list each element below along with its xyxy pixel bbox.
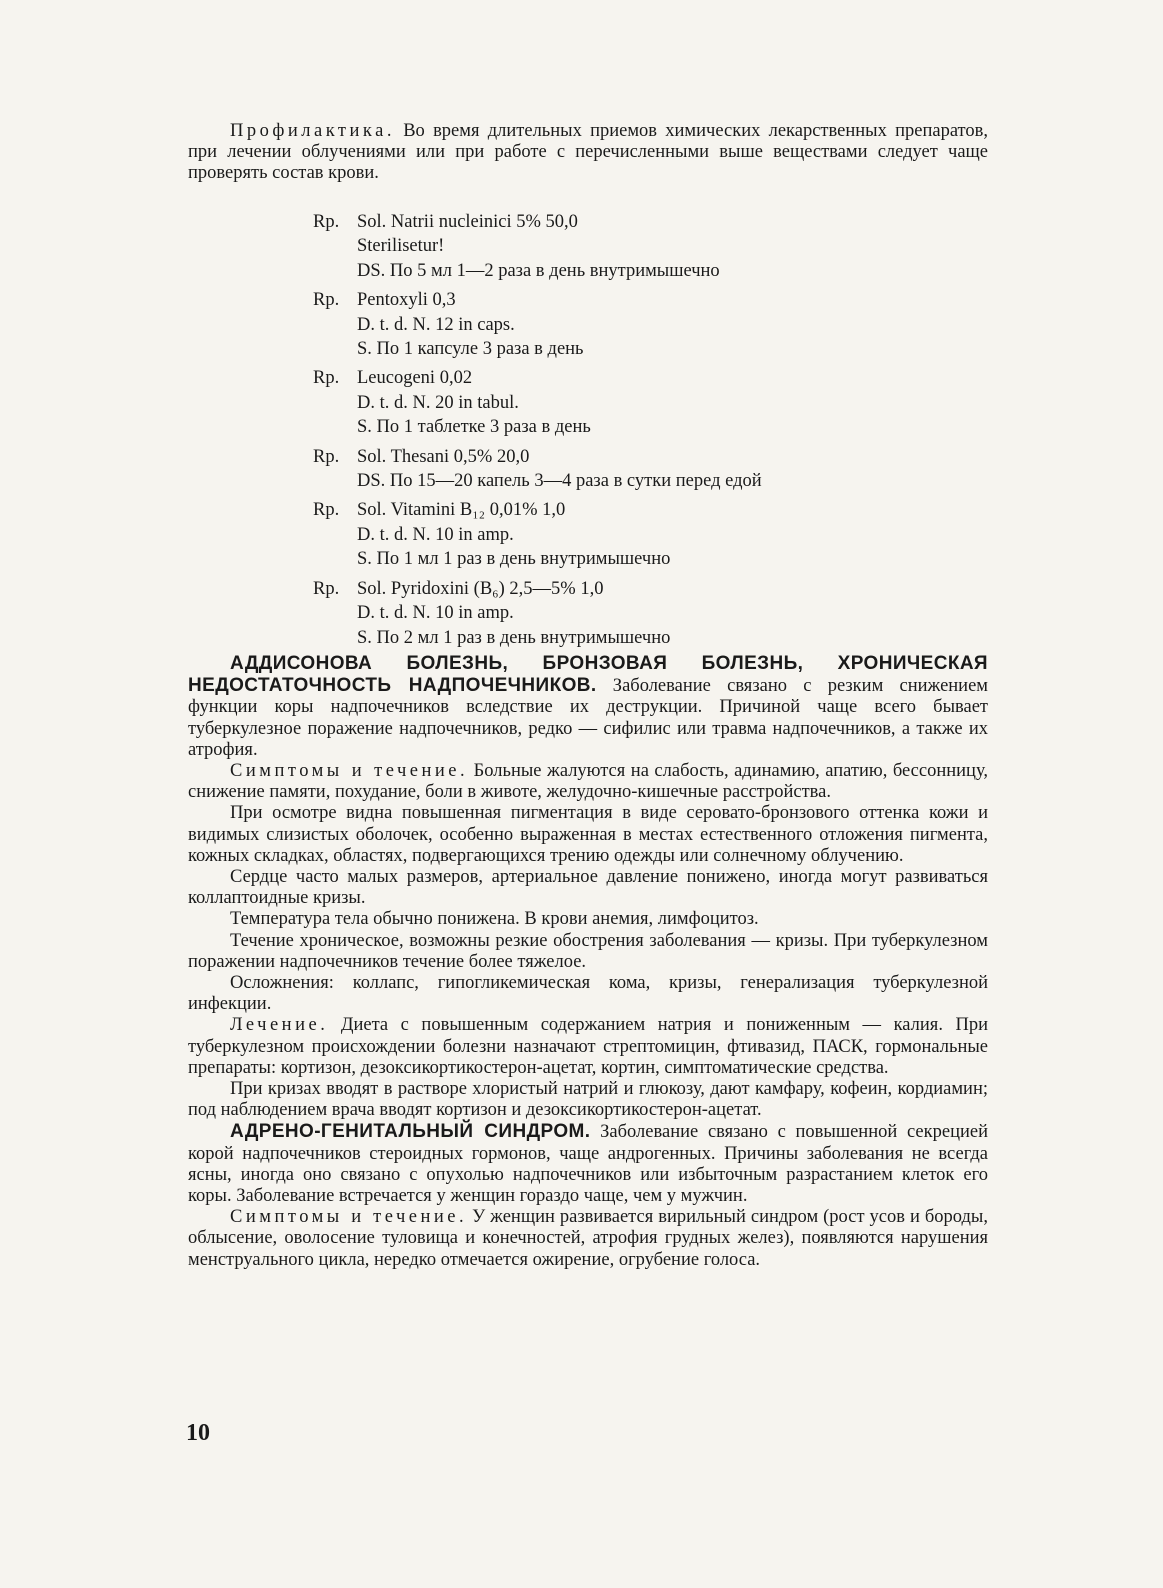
adreno-intro-paragraph bbox=[188, 1121, 988, 1207]
heart-paragraph: Сердце часто малых размеров, артериальное давление понижено, иногда могут развиваться коллаптоидные кризы. bbox=[188, 867, 988, 909]
rp-label: Rp. bbox=[313, 368, 340, 389]
prescription-item bbox=[313, 577, 762, 650]
rx-line: DS. По 5 мл 1—2 раза в день внутримышечно bbox=[357, 260, 720, 281]
rx-drug: Pentoxyli 0,3 bbox=[357, 290, 456, 311]
prescription-item bbox=[313, 288, 762, 361]
complications-paragraph: Осложнения: коллапс, гипогликемическая кома, кризы, генерализация туберкулезной инфекции. bbox=[188, 973, 988, 1015]
rx-line: S. По 1 мл 1 раз в день внутримышечно bbox=[357, 549, 671, 570]
symptoms-text: У женщин развивается вирильный синдром (рост усов и бороды, облысение, оволосение туловища и конечностей, атрофия грудных желез), появляются нарушения менструального цикла, нередко отмечается ожирение, огрубение голоса. bbox=[188, 1207, 988, 1270]
adreno-symptoms-paragraph bbox=[188, 1207, 988, 1271]
temperature-paragraph: Температура тела обычно понижена. В крови анемия, лимфоцитоз. bbox=[230, 909, 759, 930]
adreno-title: АДРЕНО-ГЕНИТАЛЬНЫЙ СИНДРОМ. bbox=[230, 1121, 591, 1143]
addison-title: АДДИСОНОВА БОЛЕЗНЬ, БРОНЗОВАЯ БОЛЕЗНЬ, ХРОНИЧЕСКАЯ НЕДОСТАТОЧНОСТЬ НАДПОЧЕЧНИКОВ. bbox=[188, 653, 988, 697]
rx-line: D. t. d. N. 10 in amp. bbox=[357, 524, 514, 545]
addison-section bbox=[188, 653, 988, 1271]
exam-paragraph: При осмотре видна повышенная пигментация в виде серовато-бронзового оттенка кожи и видимых слизистых оболочек, особенно выраженная в местах естественного отложения пигмента, кожных складках, областях, подвергающихся трению одежды или солнечному облучению. bbox=[188, 803, 988, 866]
symptoms-text: Больные жалуются на слабость, адинамию, апатию, бессонницу, снижение памяти, похудание, боли в животе, желудочно-кишечные расстройства. bbox=[188, 761, 988, 803]
rp-label: Rp. bbox=[313, 578, 340, 599]
rp-label: Rp. bbox=[313, 290, 340, 311]
rx-drug: Sol. Vitamini B₁₂ 0,01% 1,0 bbox=[357, 500, 566, 521]
rx-line: DS. По 15—20 капель 3—4 раза в сутки перед едой bbox=[357, 471, 762, 492]
prescription-item bbox=[313, 210, 762, 283]
rx-line: D. t. d. N. 12 in caps. bbox=[357, 314, 515, 335]
rx-drug: Sol. Pyridoxini (B₆) 2,5—5% 1,0 bbox=[357, 578, 604, 599]
rx-line: S. По 2 мл 1 раз в день внутримышечно bbox=[357, 627, 671, 648]
rp-label: Rp. bbox=[313, 500, 340, 521]
rp-label: Rp. bbox=[313, 212, 340, 232]
addison-intro-paragraph bbox=[188, 653, 988, 761]
prescription-list bbox=[313, 210, 762, 650]
prophylaxis-section bbox=[188, 121, 988, 185]
symptoms-heading: Симптомы и течение. bbox=[230, 761, 469, 782]
rx-line: Sterilisetur! bbox=[357, 236, 445, 257]
treatment-heading: Лечение. bbox=[230, 1015, 329, 1036]
adreno-intro: Заболевание связано с повышенной секрецией корой надпочечников стероидных гормонов, чаще андрогенных. Причины заболевания не всегда ясны, иногда оно связано с опухолью надпочечников или избыточным разрастанием клеток его коры. Заболевание встречается у женщин гораздо чаще, чем у мужчин. bbox=[188, 1122, 988, 1207]
prescription-item bbox=[313, 445, 762, 494]
treatment-text: Диета с повышенным содержанием натрия и пониженным — калия. При туберкулезном происхождении болезни назначают стрептомицин, фтивазид, ПАСК, гормональные препараты: кортизон, дезоксикортикостерон-ацетат, кортин, симптоматические средства. bbox=[188, 1015, 988, 1078]
rx-drug: Sol. Thesani 0,5% 20,0 bbox=[357, 446, 530, 467]
prophylaxis-text: Во время длительных приемов химических лекарственных препаратов, при лечении облучениями или при работе с перечисленными выше веществами следует чаще проверять состав крови. bbox=[188, 121, 988, 184]
rp-label: Rp. bbox=[313, 446, 340, 467]
page-number: 10 bbox=[186, 1420, 210, 1446]
prescription-item bbox=[313, 366, 762, 439]
prophylaxis-heading: Профилактика. bbox=[230, 121, 395, 141]
crisis-paragraph: При кризах вводят в растворе хлористый натрий и глюкозу, дают камфару, кофеин, кордиамин; под наблюдением врача вводят кортизон и дезоксикортикостерон-ацетат. bbox=[188, 1079, 988, 1121]
course-paragraph: Течение хроническое, возможны резкие обострения заболевания — кризы. При туберкулезном поражении надпочечников течение более тяжелое. bbox=[188, 930, 988, 972]
rx-line: S. По 1 таблетке 3 раза в день bbox=[357, 417, 591, 438]
rx-line: S. По 1 капсуле 3 раза в день bbox=[357, 339, 584, 360]
prescription-item bbox=[313, 498, 762, 571]
rx-line: D. t. d. N. 20 in tabul. bbox=[357, 392, 519, 413]
rx-line: D. t. d. N. 10 in amp. bbox=[357, 603, 514, 624]
addison-symptoms-paragraph bbox=[188, 761, 988, 803]
rx-drug: Sol. Natrii nucleinici 5% 50,0 bbox=[357, 212, 578, 232]
symptoms-heading: Симптомы и течение. bbox=[230, 1207, 468, 1228]
prophylaxis-paragraph bbox=[188, 121, 988, 185]
rx-drug: Leucogeni 0,02 bbox=[357, 368, 473, 389]
treatment-paragraph bbox=[188, 1015, 988, 1079]
addison-intro: Заболевание связано с резким снижением функции коры надпочечников вследствие их деструкции. Причиной чаще всего бывает туберкулезное поражение надпочечников, редко — сифилис или травма надпочечников, а также их атрофия. bbox=[188, 676, 989, 760]
